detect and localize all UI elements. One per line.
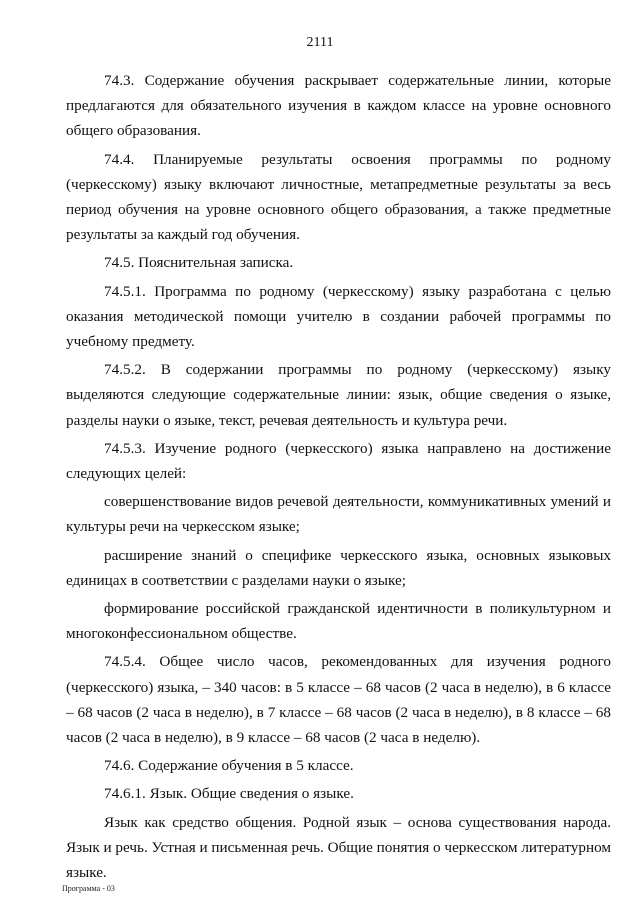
paragraph-74-4: 74.4. Планируемые результаты освоения программы по родному (черкесскому) языку включают личностные, метапредметные результаты за весь период обучения на уровне основного общего образования, а также предметные результаты за каждый год обучения. <box>66 150 611 244</box>
paragraph-74-5-3: 74.5.3. Изучение родного (черкесского) языка направлено на достижение следующих целей: <box>66 439 611 483</box>
goal-item-1: совершенствование видов речевой деятельности, коммуникативных умений и культуры речи на черкесском языке; <box>66 493 611 536</box>
paragraph-74-5-1: 74.5.1. Программа по родному (черкесскому) языку разработана с целью оказания методической помощи учителю в создании рабочей программы по учебному предмету. <box>66 282 611 351</box>
paragraph-74-5: 74.5. Пояснительная записка. <box>104 254 294 272</box>
document-body <box>66 68 611 888</box>
paragraph-74-6-1: 74.6.1. Язык. Общие сведения о языке. <box>104 785 354 803</box>
paragraph-74-5-2: 74.5.2. В содержании программы по родному (черкесскому) языку выделяются следующие содержательные линии: язык, общие сведения о языке, разделы науки о языке, текст, речевая деятельность и культура речи. <box>66 361 611 429</box>
goal-item-2: расширение знаний о специфике черкесского языка, основных языковых единицах в соответствии с разделами науки о языке; <box>66 546 611 589</box>
paragraph-74-6: 74.6. Содержание обучения в 5 классе. <box>104 757 354 775</box>
page-number: 2111 <box>306 35 334 50</box>
paragraph-language-overview: Язык как средство общения. Родной язык – основа существования народа. Язык и речь. Устная и письменная речь. Общие понятия о черкесском литературном языке. <box>66 813 612 882</box>
goal-item-3: формирование российской гражданской идентичности в поликультурном и многоконфессиональном обществе. <box>66 600 611 643</box>
footer-label: Программа - 03 <box>62 884 115 893</box>
paragraph-74-3: 74.3. Содержание обучения раскрывает содержательные линии, которые предлагаются для обязательного изучения в каждом классе на уровне основного общего образования. <box>66 72 611 140</box>
paragraph-74-5-4: 74.5.4. Общее число часов, рекомендованных для изучения родного (черкесского) языка, – 340 часов: в 5 классе – 68 часов (2 часа в неделю), в 6 классе – 68 часов (2 часа в неделю), в 7 классе – 68 часов (2 часа в неделю), в 8 классе – 68 часов (2 часа в неделю), в 9 классе – 68 часов (2 часа в неделю). <box>66 653 611 747</box>
